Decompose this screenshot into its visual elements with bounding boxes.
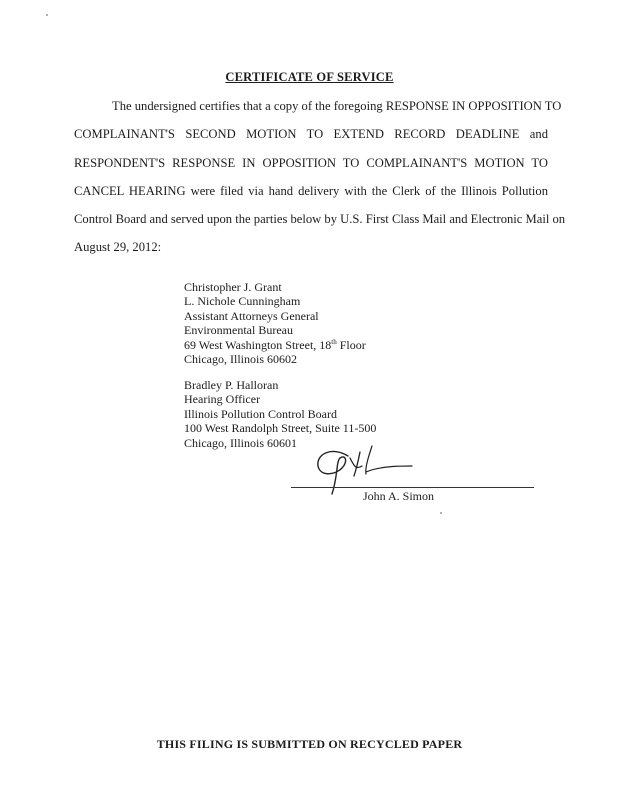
recycled-paper-footer: THIS FILING IS SUBMITTED ON RECYCLED PAPER bbox=[156, 737, 463, 751]
scan-speck bbox=[46, 14, 48, 16]
document-title: CERTIFICATE OF SERVICE bbox=[225, 70, 394, 84]
recipient-name: Christopher J. Grant bbox=[184, 280, 282, 294]
recipient-name: Bradley P. Halloran bbox=[184, 378, 279, 392]
recipient-department: Environmental Bureau bbox=[184, 323, 293, 338]
paragraph-line-4: CANCEL HEARING were filed via hand delivery with the Clerk of the Illinois Pollution bbox=[74, 183, 548, 198]
recipient-title: Assistant Attorneys General bbox=[184, 308, 319, 323]
signer-name: John A. Simon bbox=[363, 489, 435, 503]
recipient-organization: Illinois Pollution Control Board bbox=[184, 406, 338, 421]
scan-speck bbox=[440, 512, 442, 514]
recipient-name: L. Nichole Cunningham bbox=[184, 294, 301, 309]
recipient-street: 100 West Randolph Street, Suite 11-500 bbox=[184, 421, 377, 436]
recipient-title: Hearing Officer bbox=[184, 392, 261, 407]
recipient-street: 69 West Washington Street, 18th Floor bbox=[184, 337, 366, 352]
paragraph-line-1: The undersigned certifies that a copy of the foregoing RESPONSE IN OPPOSITION TO bbox=[112, 99, 562, 113]
recipient-address-block-1 bbox=[184, 280, 366, 366]
certification-paragraph bbox=[74, 92, 566, 262]
paragraph-line-2: COMPLAINANT'S SECOND MOTION TO EXTEND RECORD DEADLINE and bbox=[74, 127, 548, 142]
signature-line bbox=[291, 487, 534, 488]
recipient-city: Chicago, Illinois 60602 bbox=[184, 352, 297, 367]
paragraph-line-6: August 29, 2012: bbox=[74, 240, 162, 255]
paragraph-line-5: Control Board and served upon the parties below by U.S. First Class Mail and Electronic Mail on bbox=[74, 212, 566, 227]
paragraph-line-3: RESPONDENT'S RESPONSE IN OPPOSITION TO COMPLAINANT'S MOTION TO bbox=[74, 155, 548, 170]
recipient-city: Chicago, Illinois 60601 bbox=[184, 435, 297, 450]
